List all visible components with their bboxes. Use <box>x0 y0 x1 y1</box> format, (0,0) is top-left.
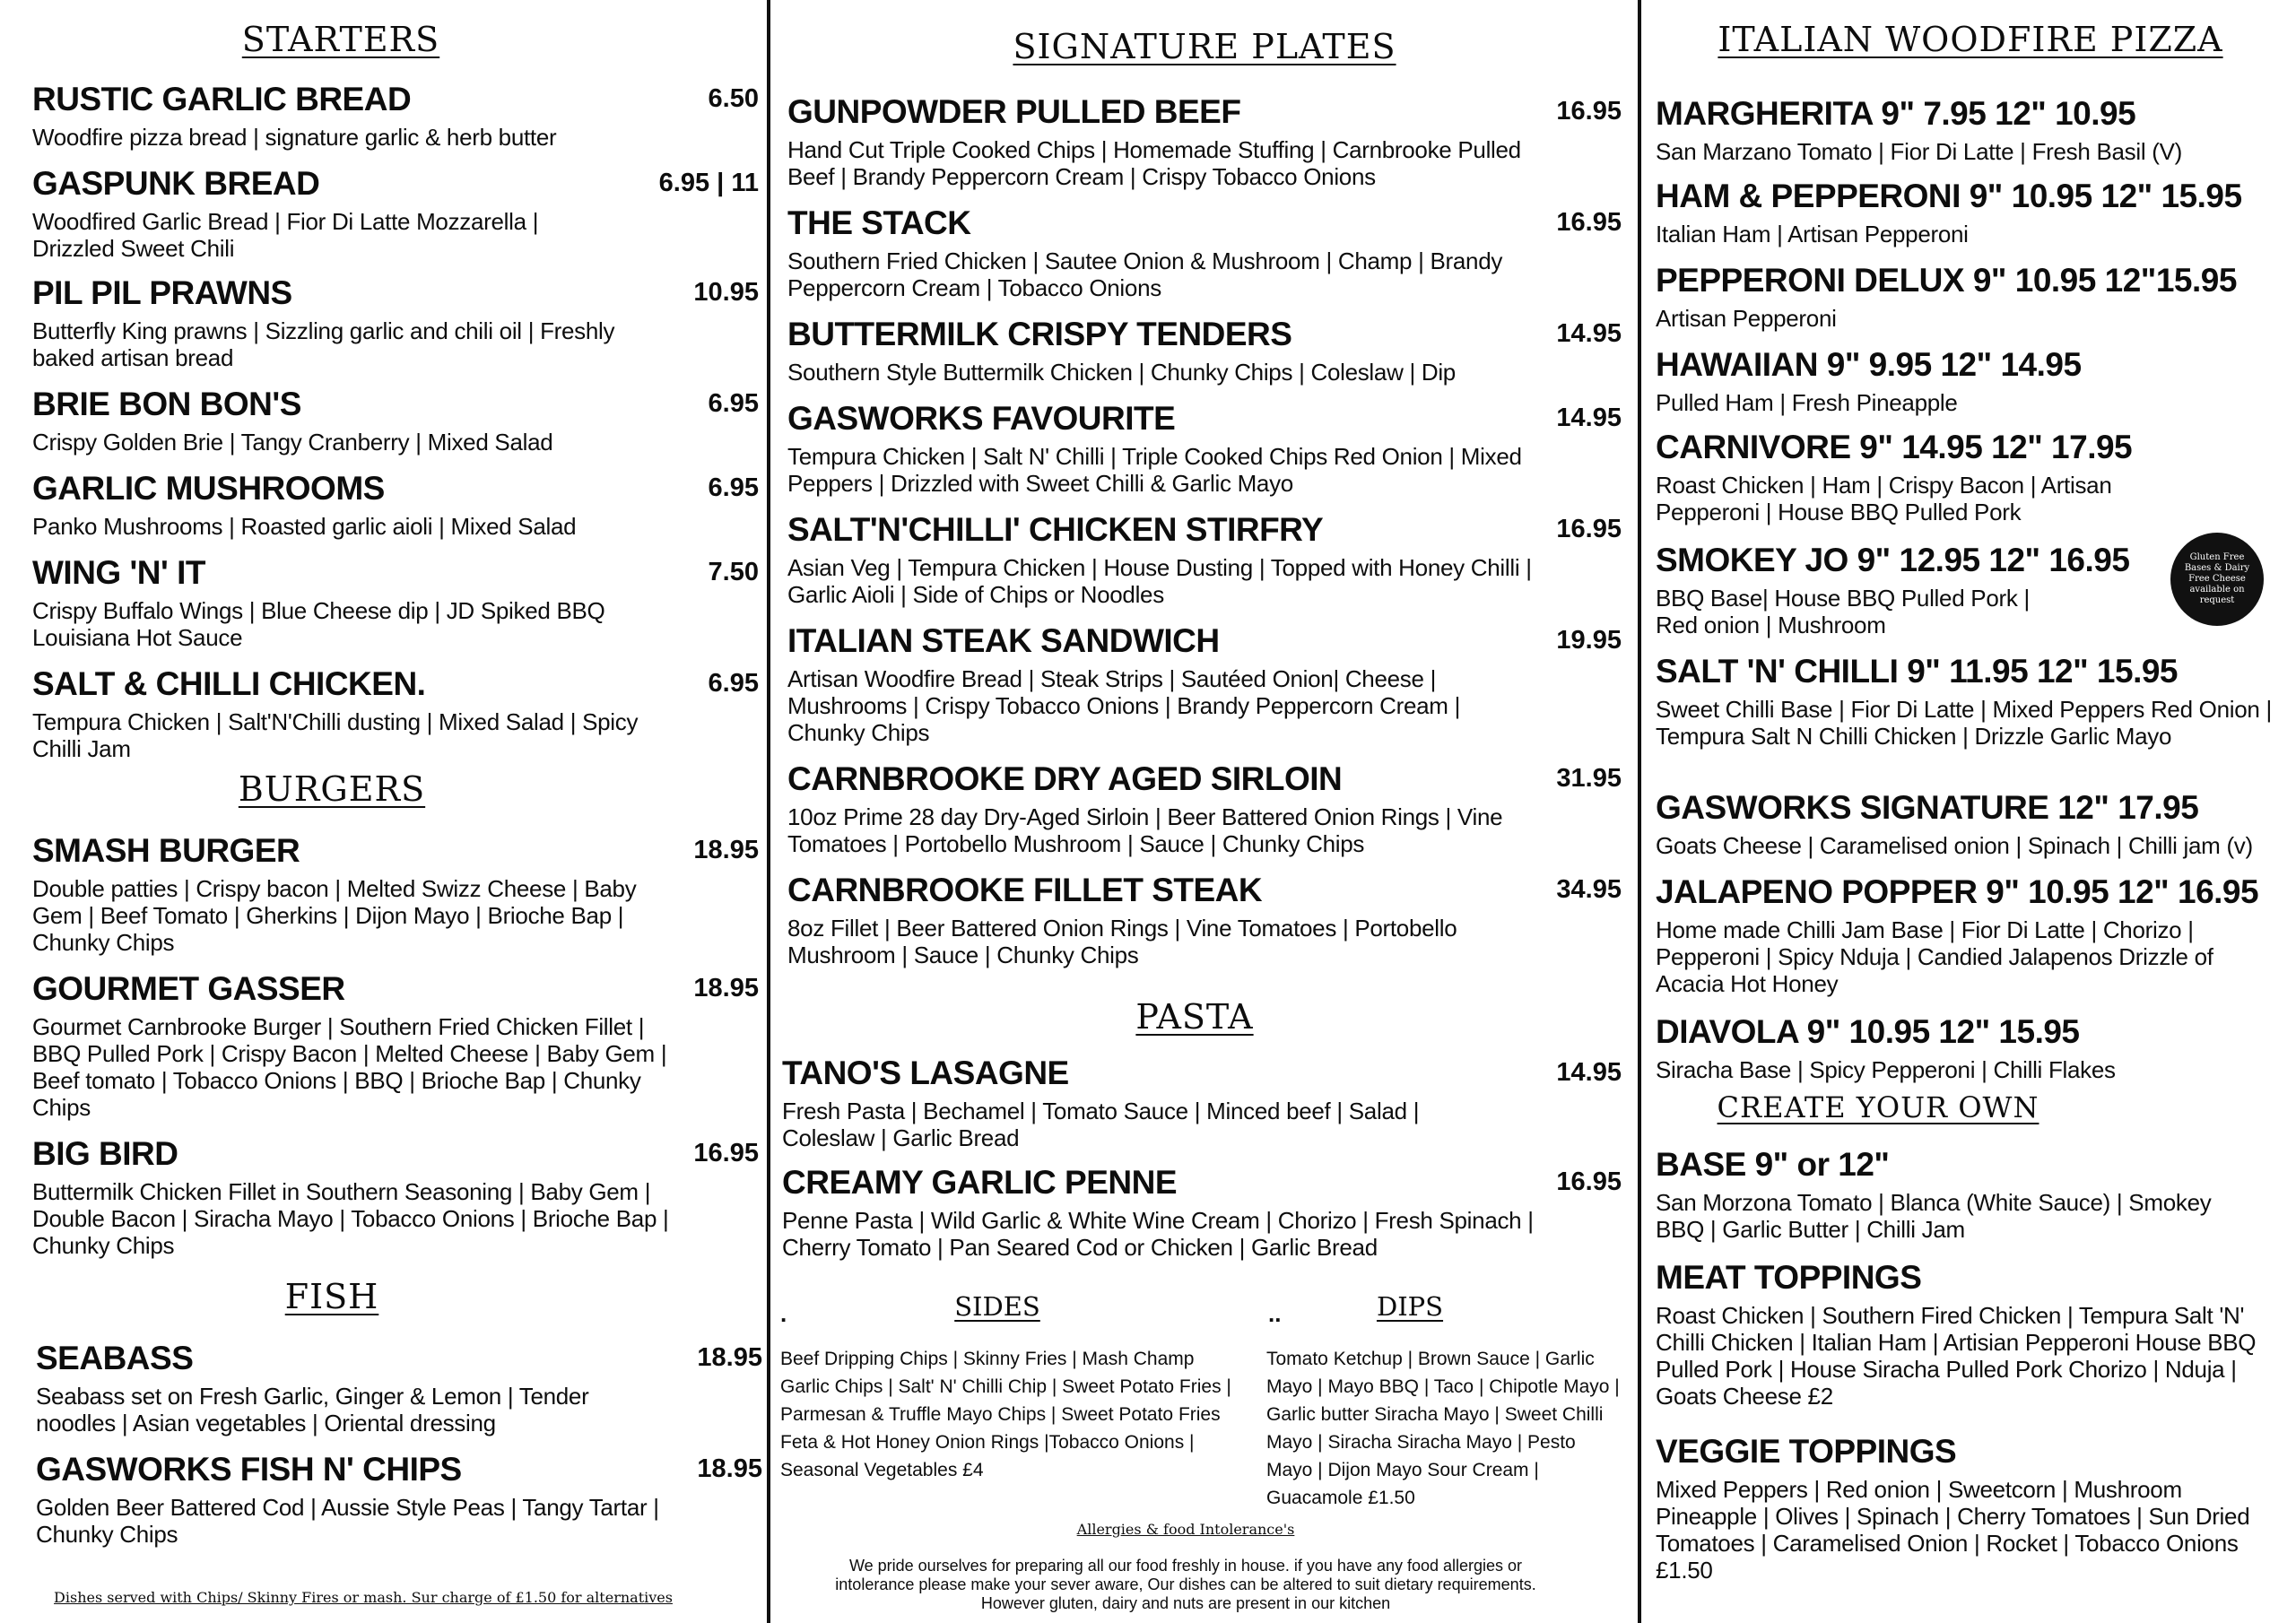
menu-item <box>787 93 1622 190</box>
menu-item <box>36 1340 762 1436</box>
item-description: Buttermilk Chicken Fillet in Southern Seasoning | Baby Gem | Double Bacon | Siracha Mayo | Tobacco Onions | Brioche Bap | Chunky Chips <box>32 1178 669 1259</box>
pizza-item <box>1656 95 2292 165</box>
item-price: 6.50 <box>708 84 759 113</box>
left-column <box>0 0 767 1623</box>
menu-item <box>787 316 1622 386</box>
right-column <box>1645 0 2296 1623</box>
menu-item <box>32 970 759 1121</box>
create-item <box>1656 1259 2292 1410</box>
gluten-free-badge: Gluten Free Bases & Dairy Free Cheese available on request <box>2170 533 2264 626</box>
item-description: Penne Pasta | Wild Garlic & White Wine Cream | Chorizo | Fresh Spinach | Cherry Tomato | Pan Seared Cod or Chicken | Garlic Bread <box>782 1207 1534 1261</box>
menu-item <box>787 872 1622 968</box>
menu-item <box>787 760 1622 857</box>
burgers-heading: BURGERS <box>238 769 426 809</box>
menu-item <box>32 274 759 371</box>
item-name: VEGGIE TOPPINGS <box>1656 1433 1957 1470</box>
item-price: 16.95 <box>1556 515 1622 543</box>
menu-item <box>36 1451 762 1548</box>
item-price: 18.95 <box>697 1454 762 1483</box>
item-price: 10.95 <box>693 278 759 307</box>
sides-surcharge-note: Dishes served with Chips/ Skinny Fires or mash. Sur charge of £1.50 for alternatives <box>54 1589 673 1606</box>
item-name: HAWAIIAN 9" 9.95 12" 14.95 <box>1656 346 2082 383</box>
item-price: 18.95 <box>697 1343 762 1372</box>
item-name: GASWORKS SIGNATURE 12" 17.95 <box>1656 789 2199 826</box>
item-name: ITALIAN STEAK SANDWICH <box>787 622 1220 659</box>
menu-item <box>787 204 1622 301</box>
item-name: GOURMET GASSER <box>32 970 345 1007</box>
create-your-own-heading: CREATE YOUR OWN <box>1717 1090 2039 1124</box>
item-price: 14.95 <box>1556 1058 1622 1087</box>
pizza-item <box>1656 653 2292 750</box>
pizza-item <box>1656 1013 2292 1083</box>
item-price: 14.95 <box>1556 404 1622 432</box>
item-price: 14.95 <box>1556 319 1622 348</box>
item-price: 19.95 <box>1556 626 1622 655</box>
item-price: 18.95 <box>693 974 759 1002</box>
dips-marker: .. <box>1268 1300 1282 1327</box>
item-description: Roast Chicken | Southern Fired Chicken | Tempura Salt 'N' Chilli Chicken | Italian Ham | Artisian Pepperoni House BBQ Pulled Pork | House Siracha Pulled Pork Chorizo | Nduja | Goats Cheese £2 <box>1656 1302 2257 1410</box>
item-description: Pulled Ham | Fresh Pineapple <box>1656 389 1958 416</box>
sides-marker: . <box>780 1300 787 1327</box>
item-description: Mixed Peppers | Red onion | Sweetcorn | Mushroom Pineapple | Olives | Spinach | Cherry Tomatoes | Sun Dried Tomatoes | Caramelised Onion | Rocket | Tobacco Onions £1.50 <box>1656 1476 2250 1584</box>
item-price: 31.95 <box>1556 764 1622 793</box>
pizza-item <box>1656 262 2292 332</box>
item-description: Golden Beer Battered Cod | Aussie Style Peas | Tangy Tartar | Chunky Chips <box>36 1494 659 1548</box>
item-price: 16.95 <box>1556 208 1622 237</box>
allergy-notice: We pride ourselves for preparing all our food freshly in house. if you have any food allergies or intolerance please make your sever aware, Our dishes can be altered to suit dietary requirements. However gluten, dairy and nuts are present in our kitchen <box>835 1557 1536 1612</box>
item-description: Hand Cut Triple Cooked Chips | Homemade Stuffing | Carnbrooke Pulled Beef | Brandy Peppercorn Cream | Crispy Tobacco Onions <box>787 136 1521 190</box>
item-description: Roast Chicken | Ham | Crispy Bacon | Artisan Pepperoni | House BBQ Pulled Pork <box>1656 472 2112 525</box>
pizza-item <box>1656 429 2292 525</box>
item-description: Southern Style Buttermilk Chicken | Chunky Chips | Coleslaw | Dip <box>787 359 1456 386</box>
item-description: Woodfired Garlic Bread | Fior Di Latte Mozzarella | Drizzled Sweet Chili <box>32 208 539 262</box>
item-description: Tempura Chicken | Salt'N'Chilli dusting | Mixed Salad | Spicy Chilli Jam <box>32 708 639 762</box>
item-description: Goats Cheese | Caramelised onion | Spinach | Chilli jam (v) <box>1656 832 2253 859</box>
item-name: BRIE BON BON'S <box>32 386 301 422</box>
item-name: MARGHERITA 9" 7.95 12" 10.95 <box>1656 95 2136 132</box>
menu-item <box>32 470 759 540</box>
item-name: WING 'N' IT <box>32 554 205 591</box>
item-description: Gourmet Carnbrooke Burger | Southern Fried Chicken Fillet | BBQ Pulled Pork | Crispy Bacon | Melted Cheese | Baby Gem | Beef tomato | Tobacco Onions | BBQ | Brioche Bap | Chunky Chips <box>32 1013 667 1121</box>
item-description: Tempura Chicken | Salt N' Chilli | Triple Cooked Chips Red Onion | Mixed Peppers | Drizzled with Sweet Chilli & Garlic Mayo <box>787 443 1522 497</box>
pizza-item <box>1656 542 2176 638</box>
item-name: RUSTIC GARLIC BREAD <box>32 81 412 117</box>
dips-heading: DIPS <box>1376 1291 1444 1322</box>
item-price: 7.50 <box>708 558 759 586</box>
item-description: Panko Mushrooms | Roasted garlic aioli | Mixed Salad <box>32 513 577 540</box>
menu-item <box>782 1055 1622 1151</box>
item-price: 6.95 | 11 <box>658 169 759 197</box>
item-name: THE STACK <box>787 204 971 241</box>
menu-item <box>787 400 1622 497</box>
pizza-item <box>1656 178 2292 247</box>
pizza-item <box>1656 789 2292 859</box>
item-name: GUNPOWDER PULLED BEEF <box>787 93 1241 130</box>
sides-list: Beef Dripping Chips | Skinny Fries | Mash Champ Garlic Chips | Salt' N' Chilli Chip | Sweet Potato Fries | Parmesan & Truffle Mayo Chips | Sweet Potato Fries Feta & Hot Honey Onion Rings |Tobacco Onions | Seasonal Vegetables £4 <box>780 1349 1231 1480</box>
item-name: CREAMY GARLIC PENNE <box>782 1164 1178 1201</box>
column-divider-left <box>767 0 770 1623</box>
item-name: DIAVOLA 9" 10.95 12" 15.95 <box>1656 1013 2080 1050</box>
item-description: Seabass set on Fresh Garlic, Ginger & Lemon | Tender noodles | Asian vegetables | Oriental dressing <box>36 1383 589 1436</box>
item-description: 8oz Fillet | Beer Battered Onion Rings | Vine Tomatoes | Portobello Mushroom | Sauce | Chunky Chips <box>787 915 1457 968</box>
pizza-item <box>1656 873 2292 997</box>
column-divider-right <box>1638 0 1641 1623</box>
item-name: SEABASS <box>36 1340 194 1376</box>
item-description: San Morzona Tomato | Blanca (White Sauce) | Smokey BBQ | Garlic Butter | Chilli Jam <box>1656 1189 2212 1243</box>
menu-item <box>32 1135 759 1259</box>
item-description: Home made Chilli Jam Base | Fior Di Latte | Chorizo | Pepperoni | Spicy Nduja | Candied Jalapenos Drizzle of Acacia Hot Honey <box>1656 916 2213 997</box>
create-item <box>1656 1146 2292 1243</box>
item-description: Woodfire pizza bread | signature garlic & herb butter <box>32 124 557 151</box>
pizza-item <box>1656 346 2292 416</box>
item-name: CARNIVORE 9" 14.95 12" 17.95 <box>1656 429 2133 465</box>
sides-heading: SIDES <box>954 1291 1040 1322</box>
allergy-heading: Allergies & food Intolerance's <box>1076 1521 1295 1538</box>
menu-item <box>32 165 759 262</box>
item-name: CARNBROOKE FILLET STEAK <box>787 872 1263 908</box>
menu-item <box>32 386 759 456</box>
item-description: San Marzano Tomato | Fior Di Latte | Fresh Basil (V) <box>1656 138 2182 165</box>
item-price: 16.95 <box>1556 1167 1622 1196</box>
menu-item <box>782 1164 1622 1261</box>
item-name: SMASH BURGER <box>32 832 300 869</box>
menu-item <box>787 622 1622 746</box>
menu-item <box>32 554 759 651</box>
menu-item <box>32 832 759 956</box>
item-name: PEPPERONI DELUX 9" 10.95 12"15.95 <box>1656 262 2237 299</box>
item-name: HAM & PEPPERONI 9" 10.95 12" 15.95 <box>1656 178 2242 214</box>
menu-item <box>787 511 1622 608</box>
item-description: Artisan Woodfire Bread | Steak Strips | Sautéed Onion| Cheese | Mushrooms | Crispy Tobacco Onions | Brandy Peppercorn Cream | Chunky Chips <box>787 665 1461 746</box>
item-description: Sweet Chilli Base | Fior Di Latte | Mixed Peppers Red Onion | Tempura Salt N Chilli Chicken | Drizzle Garlic Mayo <box>1656 696 2272 750</box>
item-description: Asian Veg | Tempura Chicken | House Dusting | Topped with Honey Chilli | Garlic Aioli | Side of Chips or Noodles <box>787 554 1532 608</box>
middle-column <box>773 0 1636 1623</box>
signature-heading: SIGNATURE PLATES <box>1013 27 1396 66</box>
item-name: CARNBROOKE DRY AGED SIRLOIN <box>787 760 1343 797</box>
item-price: 34.95 <box>1556 875 1622 904</box>
item-name: SALT'N'CHILLI' CHICKEN STIRFRY <box>787 511 1324 548</box>
menu-item <box>32 665 759 762</box>
item-name: GARLIC MUSHROOMS <box>32 470 385 507</box>
item-description: Crispy Golden Brie | Tangy Cranberry | Mixed Salad <box>32 429 553 456</box>
item-name: GASPUNK BREAD <box>32 165 320 202</box>
item-price: 6.95 <box>708 669 759 698</box>
item-price: 18.95 <box>693 836 759 864</box>
menu-item <box>32 81 759 151</box>
pasta-heading: PASTA <box>1135 997 1254 1037</box>
item-name: SMOKEY JO 9" 12.95 12" 16.95 <box>1656 542 2130 578</box>
item-description: Siracha Base | Spicy Pepperoni | Chilli Flakes <box>1656 1056 2116 1083</box>
item-description: Fresh Pasta | Bechamel | Tomato Sauce | Minced beef | Salad | Coleslaw | Garlic Bread <box>782 1098 1420 1151</box>
item-description: BBQ Base| House BBQ Pulled Pork | Red onion | Mushroom <box>1656 585 2030 638</box>
item-price: 6.95 <box>708 389 759 418</box>
item-price: 16.95 <box>1556 97 1622 126</box>
item-description: Italian Ham | Artisan Pepperoni <box>1656 221 1969 247</box>
starters-heading: STARTERS <box>241 20 440 59</box>
item-name: BIG BIRD <box>32 1135 178 1172</box>
item-name: GASWORKS FISH N' CHIPS <box>36 1451 462 1488</box>
dips-list: Tomato Ketchup | Brown Sauce | Garlic Mayo | Mayo BBQ | Taco | Chipotle Mayo | Garlic butter Siracha Mayo | Sweet Chilli Mayo | Siracha Siracha Mayo | Pesto Mayo | Dijon Mayo Sour Cream | Guacamole £1.50 <box>1266 1349 1620 1508</box>
item-price: 16.95 <box>693 1139 759 1167</box>
item-description: Crispy Buffalo Wings | Blue Cheese dip | JD Spiked BBQ Louisiana Hot Sauce <box>32 597 605 651</box>
item-description: Butterfly King prawns | Sizzling garlic and chili oil | Freshly baked artisan bread <box>32 317 615 371</box>
item-name: SALT 'N' CHILLI 9" 11.95 12" 15.95 <box>1656 653 2179 690</box>
item-name: BUTTERMILK CRISPY TENDERS <box>787 316 1292 352</box>
item-name: JALAPENO POPPER 9" 10.95 12" 16.95 <box>1656 873 2259 910</box>
pizza-heading: ITALIAN WOODFIRE PIZZA <box>1718 20 2223 59</box>
item-name: BASE 9" or 12" <box>1656 1146 1890 1183</box>
item-name: PIL PIL PRAWNS <box>32 274 292 311</box>
item-description: Artisan Pepperoni <box>1656 305 1837 332</box>
fish-heading: FISH <box>284 1277 379 1316</box>
item-name: GASWORKS FAVOURITE <box>787 400 1176 437</box>
item-price: 6.95 <box>708 473 759 502</box>
item-name: SALT & CHILLI CHICKEN. <box>32 665 426 702</box>
item-name: MEAT TOPPINGS <box>1656 1259 1922 1296</box>
item-description: 10oz Prime 28 day Dry-Aged Sirloin | Beer Battered Onion Rings | Vine Tomatoes | Portobello Mushroom | Sauce | Chunky Chips <box>787 803 1503 857</box>
item-description: Southern Fried Chicken | Sautee Onion & Mushroom | Champ | Brandy Peppercorn Cream | Tobacco Onions <box>787 247 1503 301</box>
create-item <box>1656 1433 2292 1584</box>
item-description: Double patties | Crispy bacon | Melted Swizz Cheese | Baby Gem | Beef Tomato | Gherkins | Dijon Mayo | Brioche Bap | Chunky Chips <box>32 875 637 956</box>
item-name: TANO'S LASAGNE <box>782 1055 1069 1091</box>
